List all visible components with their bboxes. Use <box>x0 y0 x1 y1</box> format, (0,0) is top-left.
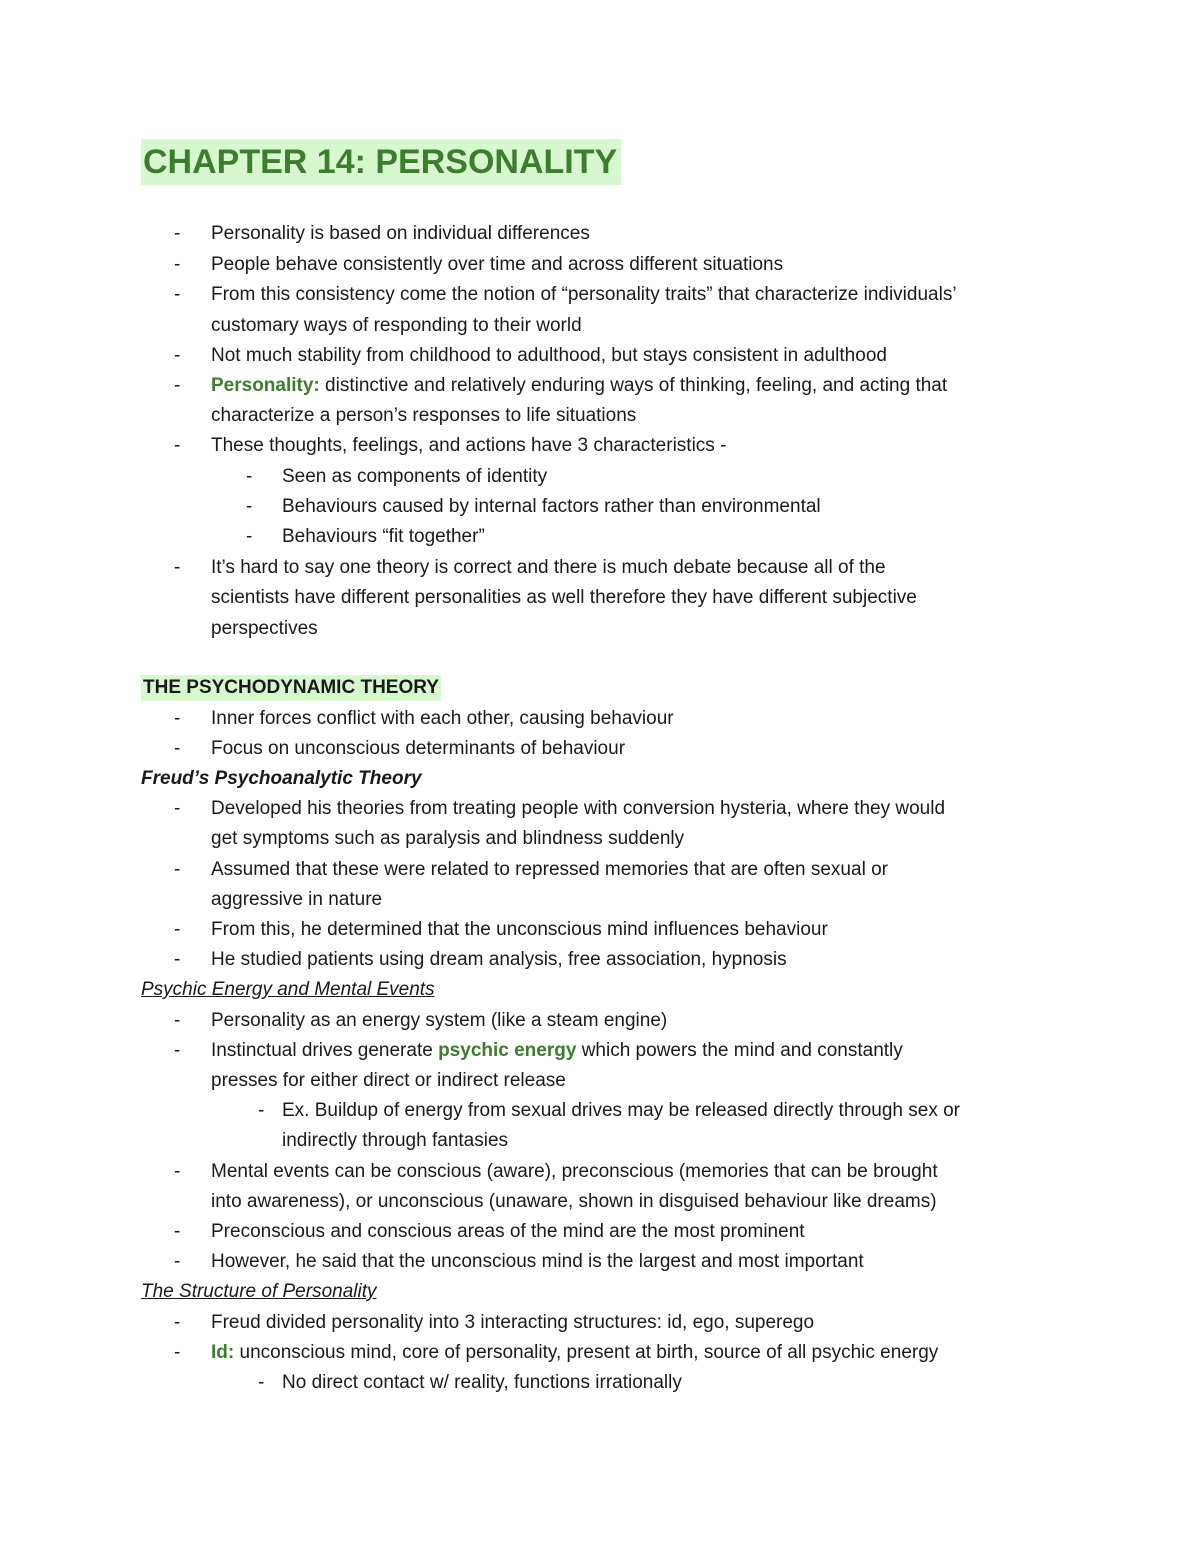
bullet-marker: - <box>174 919 181 940</box>
sub-list-item: No direct contact w/ reality, functions irrationally <box>282 1372 682 1393</box>
sub-bullet-marker: - <box>246 496 253 517</box>
sub-list-item: Behaviours “fit together” <box>282 526 485 547</box>
bullet-marker: - <box>174 284 181 305</box>
bullet-marker: - <box>174 223 181 244</box>
bullet-marker: - <box>174 738 181 759</box>
bullet-marker: - <box>174 1161 181 1182</box>
subsection-heading: Freud’s Psychoanalytic Theory <box>141 768 422 789</box>
bullet-marker: - <box>174 1221 181 1242</box>
list-item: From this consistency come the notion of “personality traits” that characterize individuals’ <box>211 284 957 305</box>
term-id: Id: <box>211 1342 235 1363</box>
list-item <box>211 1341 938 1365</box>
sub-list-item-continuation: indirectly through fantasies <box>282 1130 509 1151</box>
list-item-continuation: aggressive in nature <box>211 889 383 910</box>
list-item: Inner forces conflict with each other, causing behaviour <box>211 708 674 729</box>
list-item: These thoughts, feelings, and actions have 3 characteristics - <box>211 435 727 456</box>
sub-bullet-marker: - <box>258 1100 265 1121</box>
list-item: Assumed that these were related to repressed memories that are often sexual or <box>211 859 888 880</box>
bullet-marker: - <box>174 708 181 729</box>
bullet-marker: - <box>174 345 181 366</box>
bullet-marker: - <box>174 1342 181 1363</box>
list-item: Mental events can be conscious (aware), preconscious (memories that can be brought <box>211 1161 938 1182</box>
text-span: Instinctual drives generate <box>211 1040 439 1061</box>
bullet-marker: - <box>174 1010 181 1031</box>
subsection-heading: The Structure of Personality <box>141 1281 377 1302</box>
bullet-marker: - <box>174 798 181 819</box>
bullet-marker: - <box>174 1312 181 1333</box>
list-item-continuation: into awareness), or unconscious (unaware, shown in disguised behaviour like dreams) <box>211 1191 937 1212</box>
bullet-marker: - <box>174 435 181 456</box>
definition-text: distinctive and relatively enduring ways of thinking, feeling, and acting that <box>319 375 948 396</box>
subsection-heading: Psychic Energy and Mental Events <box>141 979 435 1000</box>
list-item-continuation: characterize a person’s responses to life situations <box>211 405 637 426</box>
list-item-continuation: perspectives <box>211 618 318 639</box>
list-item: Preconscious and conscious areas of the mind are the most prominent <box>211 1221 805 1242</box>
list-item: He studied patients using dream analysis, free association, hypnosis <box>211 949 787 970</box>
list-item: Personality as an energy system (like a steam engine) <box>211 1010 668 1031</box>
bullet-marker: - <box>174 1251 181 1272</box>
list-item <box>211 374 947 398</box>
list-item: Freud divided personality into 3 interacting structures: id, ego, superego <box>211 1312 815 1333</box>
bullet-marker: - <box>174 949 181 970</box>
text-span: which powers the mind and constantly <box>576 1040 903 1061</box>
sub-list-item: Ex. Buildup of energy from sexual drives may be released directly through sex or <box>282 1100 960 1121</box>
list-item: Not much stability from childhood to adulthood, but stays consistent in adulthood <box>211 345 887 366</box>
list-item-continuation: customary ways of responding to their world <box>211 315 582 336</box>
list-item: People behave consistently over time and across different situations <box>211 254 784 275</box>
term-personality: Personality: <box>211 375 320 396</box>
list-item: It’s hard to say one theory is correct and there is much debate because all of the <box>211 557 886 578</box>
sub-bullet-marker: - <box>258 1372 265 1393</box>
list-item-continuation: get symptoms such as paralysis and blindness suddenly <box>211 828 685 849</box>
sub-list-item: Seen as components of identity <box>282 466 548 487</box>
chapter-title: CHAPTER 14: PERSONALITY <box>141 139 621 185</box>
list-item: From this, he determined that the unconscious mind influences behaviour <box>211 919 828 940</box>
term-psychic-energy: psychic energy <box>438 1040 577 1061</box>
sub-bullet-marker: - <box>246 526 253 547</box>
list-item-continuation: presses for either direct or indirect release <box>211 1070 566 1091</box>
bullet-marker: - <box>174 375 181 396</box>
bullet-marker: - <box>174 254 181 275</box>
bullet-marker: - <box>174 859 181 880</box>
bullet-marker: - <box>174 557 181 578</box>
section-heading: THE PSYCHODYNAMIC THEORY <box>141 675 441 701</box>
definition-text: unconscious mind, core of personality, present at birth, source of all psychic energy <box>234 1342 939 1363</box>
list-item: However, he said that the unconscious mind is the largest and most important <box>211 1251 864 1272</box>
list-item <box>211 1039 903 1063</box>
bullet-marker: - <box>174 1040 181 1061</box>
sub-bullet-marker: - <box>246 466 253 487</box>
list-item-continuation: scientists have different personalities as well therefore they have different subjective <box>211 587 917 608</box>
sub-list-item: Behaviours caused by internal factors rather than environmental <box>282 496 821 517</box>
list-item: Developed his theories from treating people with conversion hysteria, where they would <box>211 798 946 819</box>
list-item: Personality is based on individual differences <box>211 223 590 244</box>
list-item: Focus on unconscious determinants of behaviour <box>211 738 626 759</box>
